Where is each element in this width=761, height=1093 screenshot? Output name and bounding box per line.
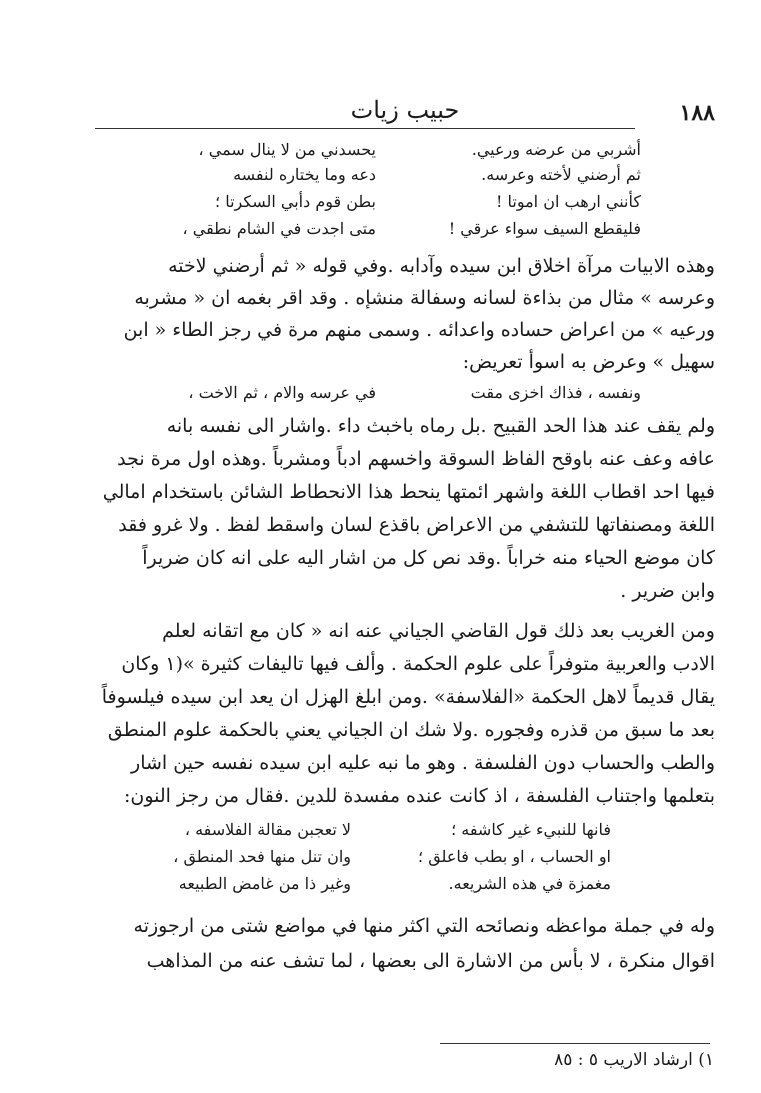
paragraph-3-line-4: بعد ما سبق من قذره وفجوره .ولا شك ان الجياني يعني بالحكمة علوم المنطق <box>107 719 715 741</box>
verse-8-first-hemistich: وغير ذا من غامض الطبيعه <box>178 874 351 893</box>
verse-6-first-hemistich: لا تعجبن مقالة الفلاسفه ، <box>184 820 351 839</box>
verse-4-first-hemistich: متى اجدت في الشام نطقي ، <box>182 219 376 238</box>
paragraph-3-line-2: الادب والعربية متوفراً على علوم الحكمة . وألف فيها تاليفات كثيرة »(١ وكان <box>121 653 715 675</box>
verse-2-first-hemistich: دعه وما يختاره لنفسه <box>233 165 376 184</box>
paragraph-2-line-3: فيها احد اقطاب اللغة واشهر ائمتها ينحط هذا الانحطاط الشائن باستخدام امالي <box>102 481 715 503</box>
verse-3-first-hemistich: بطن قوم دأبي السكرتا ؛ <box>215 192 376 211</box>
verse-1-first-hemistich: يحسدني من لا ينال سمي ، <box>198 140 376 159</box>
verse-4-second-hemistich: فليقطع السيف سواء عرقي ! <box>448 219 641 238</box>
verse-7-second-hemistich: او الحساب ، او بطب فاعلق ؛ <box>418 847 611 866</box>
footnote-rule <box>440 1043 710 1044</box>
verse-1-second-hemistich: أشربي من عرضه ورعيي. <box>471 140 641 159</box>
paragraph-2-line-6: وابن ضرير . <box>620 580 715 602</box>
verse-3-second-hemistich: كأنني ارهب ان اموتا ! <box>495 192 641 211</box>
verse-2-second-hemistich: ثم أرضني لأخته وعرسه. <box>481 165 641 184</box>
paragraph-4-line-2: اقوال منكرة ، لا بأس من الاشارة الى بعضها ، لما تشف عنه من المذاهب <box>146 950 715 972</box>
page-number: ١٨٨ <box>679 100 715 126</box>
paragraph-1-line-4: سهيل » وعرض به اسوأ تعريض: <box>462 351 715 373</box>
page-header <box>95 92 715 132</box>
header-rule <box>95 128 635 129</box>
verse-5-second-hemistich: ونفسه ، فذاك اخزى مقت <box>470 383 641 402</box>
verse-6-second-hemistich: فانها للنبيء غير كاشفه ؛ <box>451 820 611 839</box>
verse-7-first-hemistich: وان تنل منها فحد المنطق ، <box>173 847 351 866</box>
paragraph-3-line-5: والطب والحساب دون الفلسفة . وهو ما نبه عليه ابن سيده نفسه حين اشار <box>131 752 715 774</box>
paragraph-3-line-1: ومن الغريب بعد ذلك قول القاضي الجياني عنه انه « كان مع اتقانه لعلم <box>162 620 715 642</box>
paragraph-1-line-3: ورعيه » من اعراض حساده واعدائه . وسمى منهم مرة في رجز الطاء « ابن <box>123 319 715 341</box>
verse-8-second-hemistich: مغمزة في هذه الشريعه. <box>448 874 611 893</box>
paragraph-2-line-2: عافه وعف عنه باوقح الفاظ السوقة واخسهم ادباً ومشرباً .وهذه اول مرة نجد <box>117 448 715 470</box>
footnote: ١) ارشاد الاريب ٥ : ٨٥ <box>554 1050 714 1070</box>
paragraph-2-line-1: ولم يقف عند هذا الحد القبيح .بل رماه باخبث داء .واشار الى نفسه بانه <box>166 415 715 437</box>
paragraph-3-line-6: بتعلمها واجتناب الفلسفة ، اذ كانت عنده مفسدة للدين .فقال من رجز النون: <box>123 785 715 807</box>
verse-5-first-hemistich: في عرسه والام ، ثم الاخت ، <box>188 383 376 402</box>
paragraph-2-line-4: اللغة ومصنفاتها للتشفي من الاعراض باقذع لسان واسقط لفظ . ولا غرو فقد <box>118 514 715 536</box>
paragraph-4-line-1: وله في جملة مواعظه ونصائحه التي اكثر منها في مواضع شتى من ارجوزته <box>133 915 715 937</box>
paragraph-2-line-5: كان موضع الحياء منه خراباً .وقد نص كل من اشار اليه على انه كان ضريراً <box>142 547 715 569</box>
paragraph-1-line-2: وعرسه » مثال من بذاءة لسانه وسفالة منشإه . وقد اقر بغمه ان « مشربه <box>134 287 715 309</box>
running-title: حبيب زيات <box>350 96 460 124</box>
paragraph-3-line-3: يقال قديماً لاهل الحكمة «الفلاسفة» .ومن ابلغ الهزل ان يعد ابن سيده فيلسوفاً <box>101 686 715 708</box>
paragraph-1-line-1: وهذه الابيات مرآة اخلاق ابن سيده وآدابه .وفي قوله « ثم أرضني لاخته <box>168 255 715 277</box>
